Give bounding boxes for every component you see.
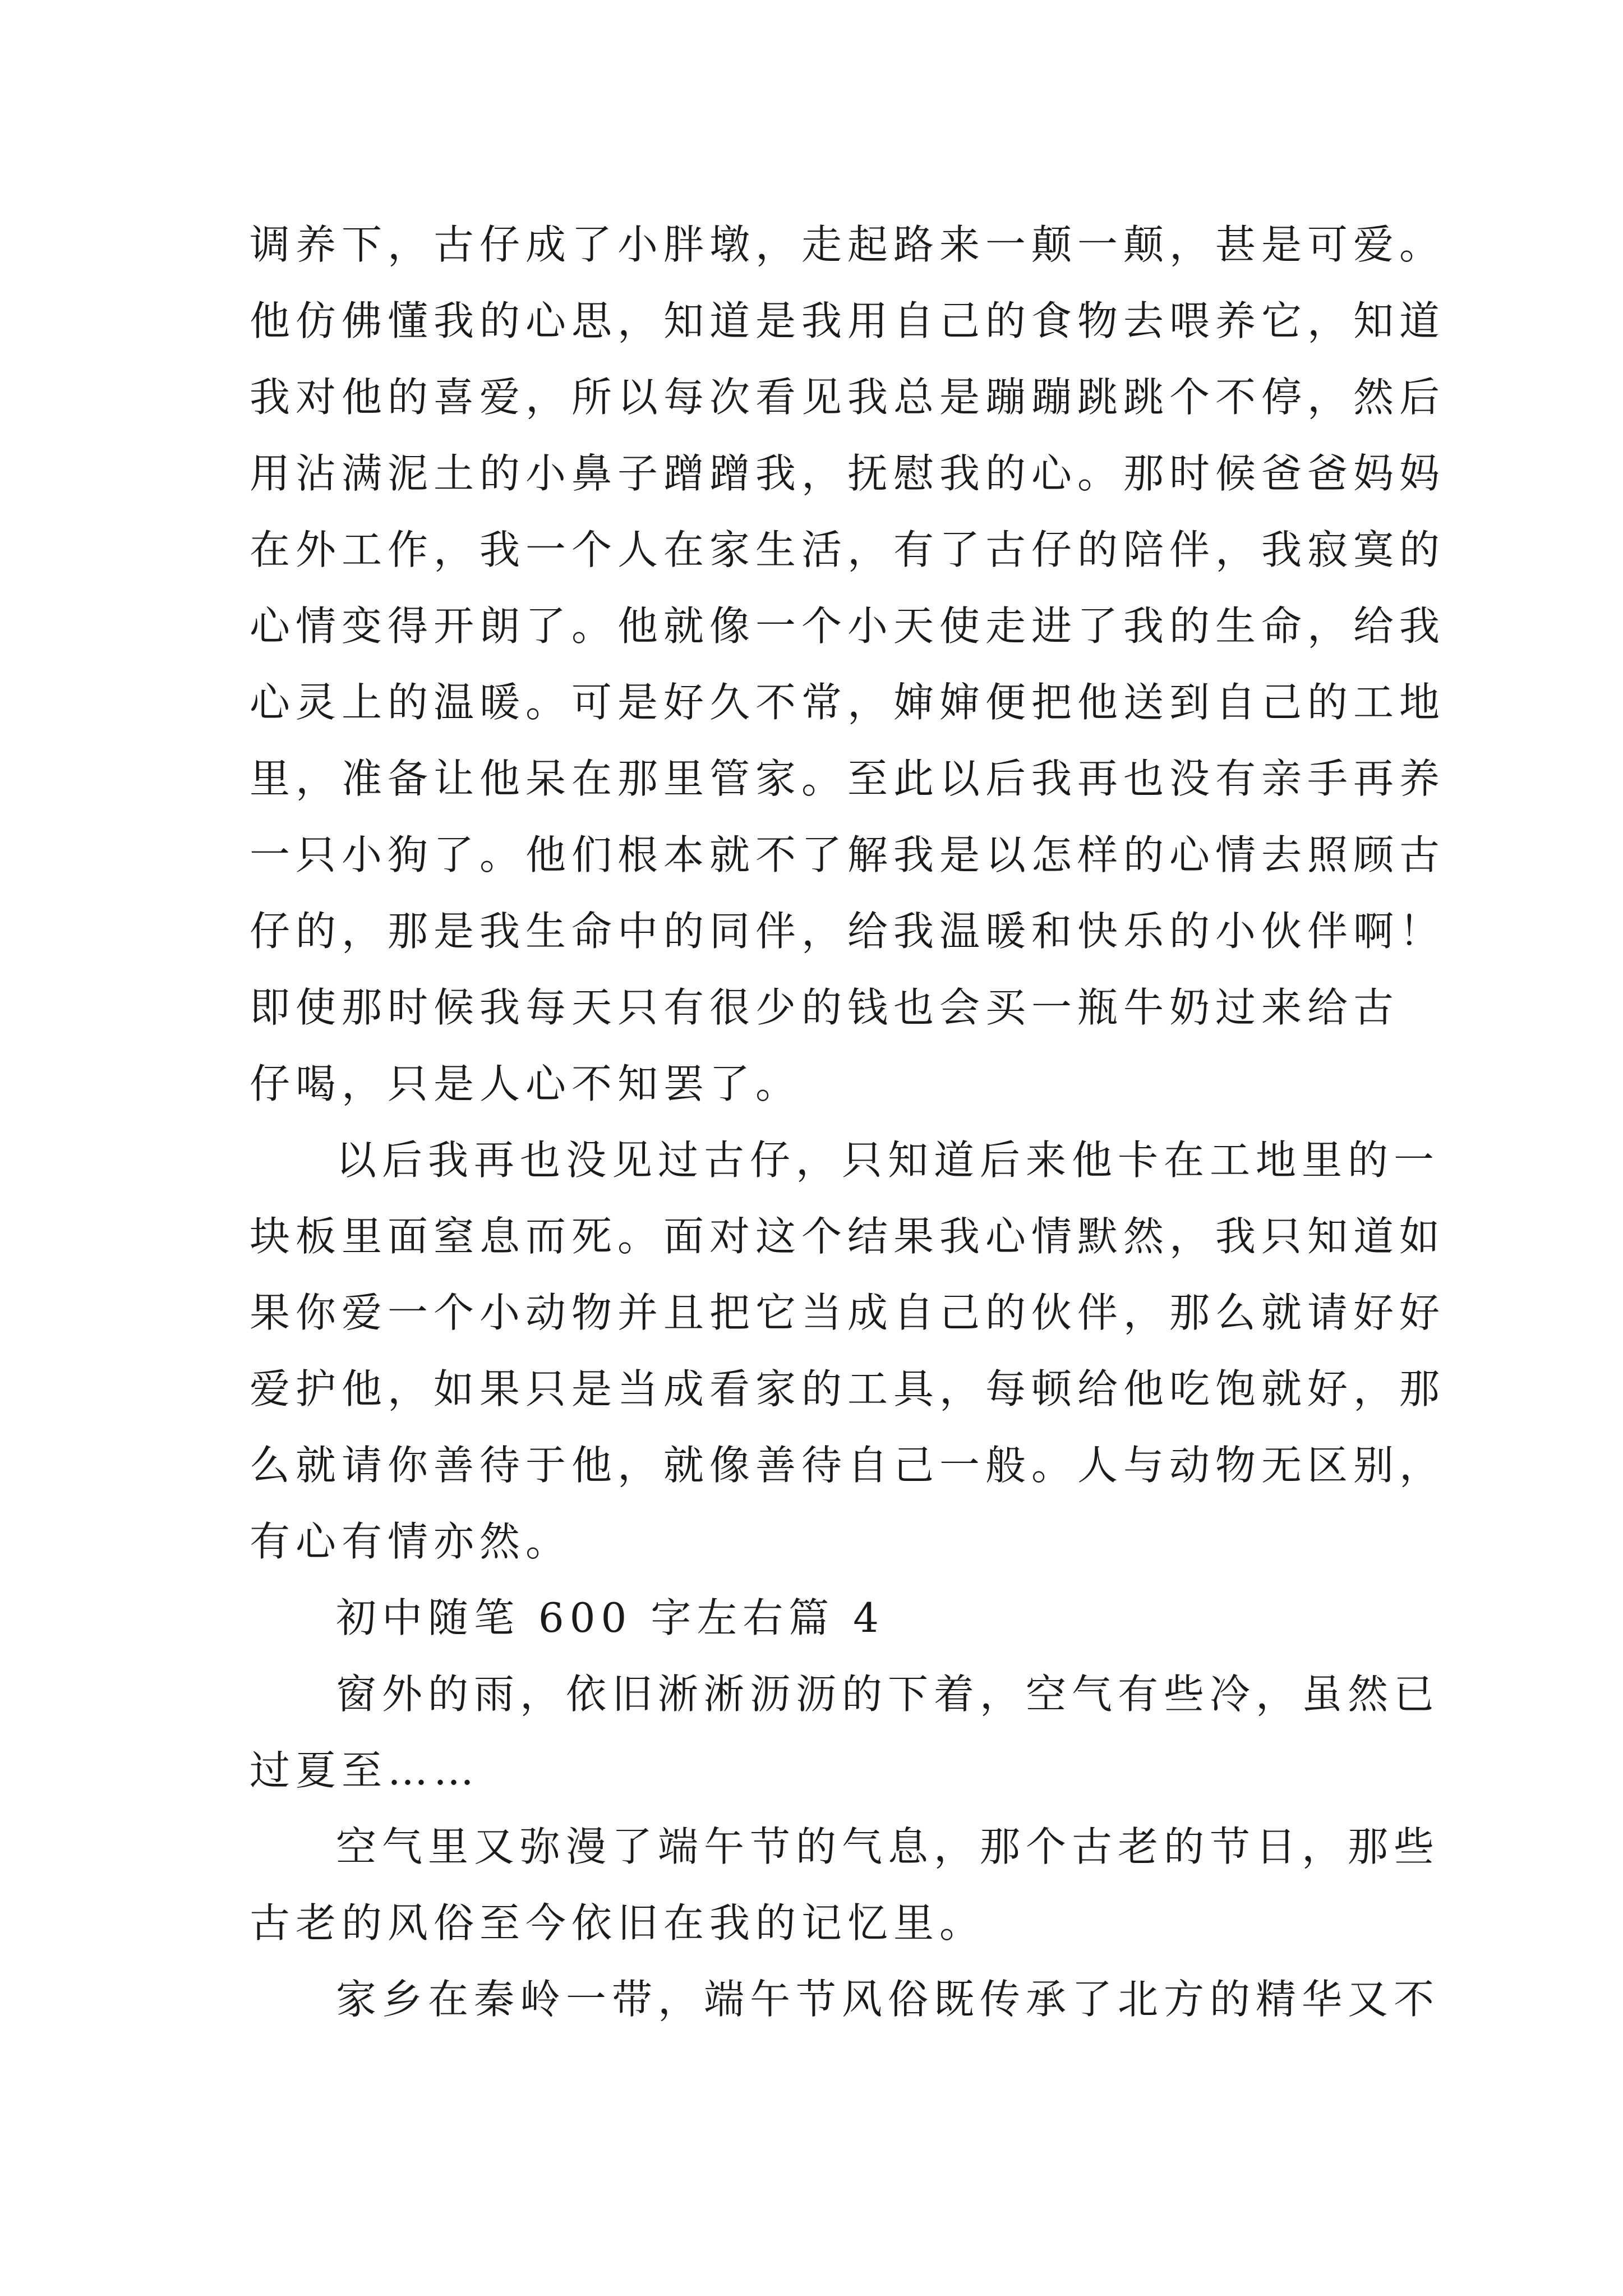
text-line: 一只小狗了。他们根本就不了解我是以怎样的心情去照顾古 — [250, 831, 1446, 878]
text-line: 果你爱一个小动物并且把它当成自己的伙伴，那么就请好好 — [250, 1289, 1446, 1336]
text-line: 么就请你善待于他，就像善待自己一般。人与动物无区别， — [250, 1442, 1446, 1489]
text-line: 过夏至…… — [250, 1747, 480, 1794]
paragraph-start-line: 窗外的雨，依旧淅淅沥沥的下着，空气有些冷，虽然已 — [336, 1671, 1440, 1718]
text-line: 古老的风俗至今依旧在我的记忆里。 — [250, 1899, 986, 1947]
text-line: 调养下，古仔成了小胖墩，走起路来一颠一颠，甚是可爱。 — [250, 221, 1446, 268]
body-text — [250, 206, 1446, 2037]
text-line: 心灵上的温暖。可是好久不常，婶婶便把他送到自己的工地 — [250, 679, 1446, 726]
section-heading: 初中随笔 600 字左右篇 4 — [336, 1594, 884, 1641]
text-line: 有心有情亦然。 — [250, 1518, 572, 1565]
text-line: 心情变得开朗了。他就像一个小天使走进了我的生命，给我 — [250, 602, 1446, 650]
paragraph-start-line: 家乡在秦岭一带，端午节风俗既传承了北方的精华又不 — [336, 1976, 1440, 2023]
text-line: 仔的，那是我生命中的同伴，给我温暖和快乐的小伙伴啊！ — [250, 908, 1446, 955]
text-line: 爱护他，如果只是当成看家的工具，每顿给他吃饱就好，那 — [250, 1365, 1446, 1412]
text-line: 仔喝，只是人心不知罢了。 — [250, 1060, 802, 1107]
text-line: 我对他的喜爱，所以每次看见我总是蹦蹦跳跳个不停，然后 — [250, 374, 1446, 421]
text-line: 他仿佛懂我的心思，知道是我用自己的食物去喂养它，知道 — [250, 297, 1446, 344]
text-line: 在外工作，我一个人在家生活，有了古仔的陪伴，我寂寞的 — [250, 526, 1446, 573]
text-line: 用沾满泥土的小鼻子蹭蹭我，抚慰我的心。那时候爸爸妈妈 — [250, 450, 1446, 497]
text-line: 里，准备让他呆在那里管家。至此以后我再也没有亲手再养 — [250, 755, 1446, 802]
paragraph-start-line: 空气里又弥漫了端午节的气息，那个古老的节日，那些 — [336, 1823, 1440, 1870]
text-line: 即使那时候我每天只有很少的钱也会买一瓶牛奶过来给古 — [250, 984, 1400, 1031]
paragraph-start-line: 以后我再也没见过古仔，只知道后来他卡在工地里的一 — [336, 1137, 1440, 1184]
text-line: 块板里面窒息而死。面对这个结果我心情默然，我只知道如 — [250, 1213, 1446, 1260]
